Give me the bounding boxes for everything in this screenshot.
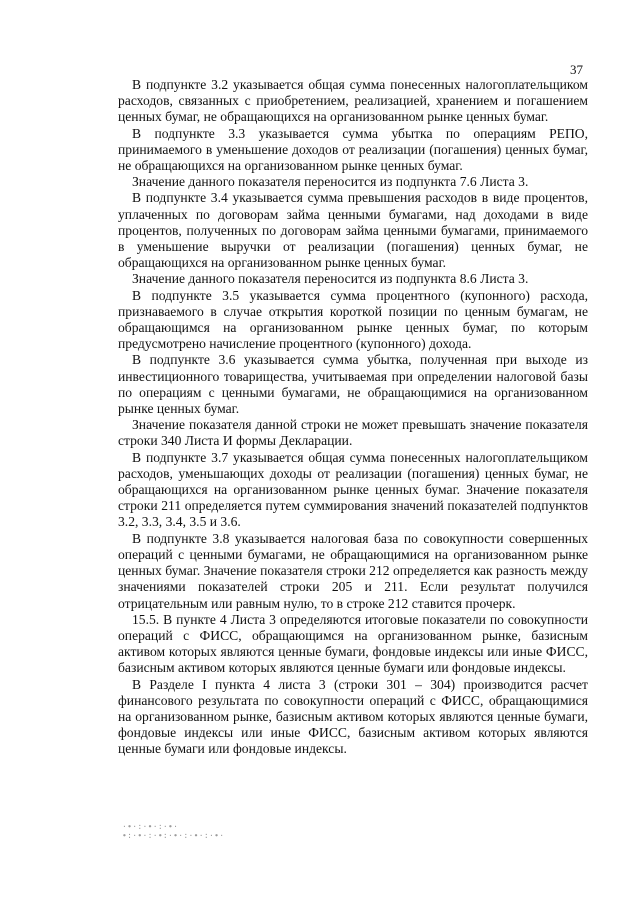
stamp-line-2: ∙:·∙·:·∙:·∙·:·∙·:·∙· xyxy=(122,831,225,840)
paragraph-3-6: В подпункте 3.6 указывается сумма убытка, полученная при выходе из инвестиционного товарищества, учитываемая при определении налоговой базы по операциям с ценными бумагами, не обращающимися на организованном рынке ценных бумаг. xyxy=(118,352,588,417)
paragraph-3-6-limit: Значение показателя данной строки не может превышать значение показателя строки 340 Листа И формы Декларации. xyxy=(118,417,588,449)
paragraph-3-3: В подпункте 3.3 указывается сумма убытка по операциям РЕПО, принимаемого в уменьшение доходов от реализации (погашения) ценных бумаг, не обращающихся на организованном рынке ценных бумаг. xyxy=(118,125,588,174)
paragraph-3-5: В подпункте 3.5 указывается сумма процентного (купонного) расхода, признаваемого в случае открытия короткой позиции по ценным бумагам, не обращающимся на организованном рынке ценных бумаг, по которым предусмотрено начисление процентного (купонного) дохода. xyxy=(118,287,588,352)
paragraph-3-7: В подпункте 3.7 указывается общая сумма понесенных налогоплательщиком расходов, уменьшающих доходы от реализации (погашения) ценных бумаг, не обращающихся на организованном рынке ценных бумаг. Значение показателя строки 211 определяется путем суммирования значений показателей подпунктов 3.2, 3.3, 3.4, 3.5 и 3.6. xyxy=(118,449,588,530)
electronic-signature-stamp xyxy=(122,822,224,840)
document-body xyxy=(118,77,588,758)
paragraph-3-4: В подпункте 3.4 указывается сумма превышения расходов в виде процентов, уплаченных по договорам займа ценными бумагами, над доходами в виде процентов, полученных по договорам займа ценными бумагами, принимаемого в уменьшение выручки от реализации (погашения) ценных бумаг, не обращающихся на организованном рынке ценных бумаг. xyxy=(118,190,588,271)
paragraph-15-5: 15.5. В пункте 4 Листа 3 определяются итоговые показатели по совокупности операций с ФИСС, обращающимся на организованном рынке, базисным активом которых являются ценные бумаги, фондовые индексы или иные ФИСС, базисным активом которых являются ценные бумаги или фондовые индексы. xyxy=(118,611,588,676)
paragraph-3-3-source: Значение данного показателя переносится из подпункта 7.6 Листа 3. xyxy=(132,174,529,190)
paragraph-3-4-source: Значение данного показателя переносится из подпункта 8.6 Листа 3. xyxy=(132,271,529,287)
page-number: 37 xyxy=(570,62,583,77)
paragraph-section-1: В Разделе I пункта 4 листа 3 (строки 301 – 304) производится расчет финансового результата по совокупности операций с ФИСС, обращающимися на организованном рынке, базисным активом которых являются ценные бумаги, фондовые индексы или иные ФИСС, базисным активом которых являются ценные бумаги или фондовые индексы. xyxy=(118,676,588,757)
paragraph-3-8: В подпункте 3.8 указывается налоговая база по совокупности совершенных операций с ценными бумагами, не обращающимися на организованном рынке ценных бумаг. Значение показателя строки 212 определяется как разность между значениями показателей строки 205 и 211. Если результат получился отрицательным или равным нулю, то в строке 212 ставится прочерк. xyxy=(118,530,588,611)
stamp-line-1: ·∙·:·∙·:·∙· xyxy=(122,822,179,831)
paragraph-3-2: В подпункте 3.2 указывается общая сумма понесенных налогоплательщиком расходов, связанных с приобретением, реализацией, хранением и погашением ценных бумаг, не обращающихся на организованном рынке ценных бумаг. xyxy=(118,77,588,125)
